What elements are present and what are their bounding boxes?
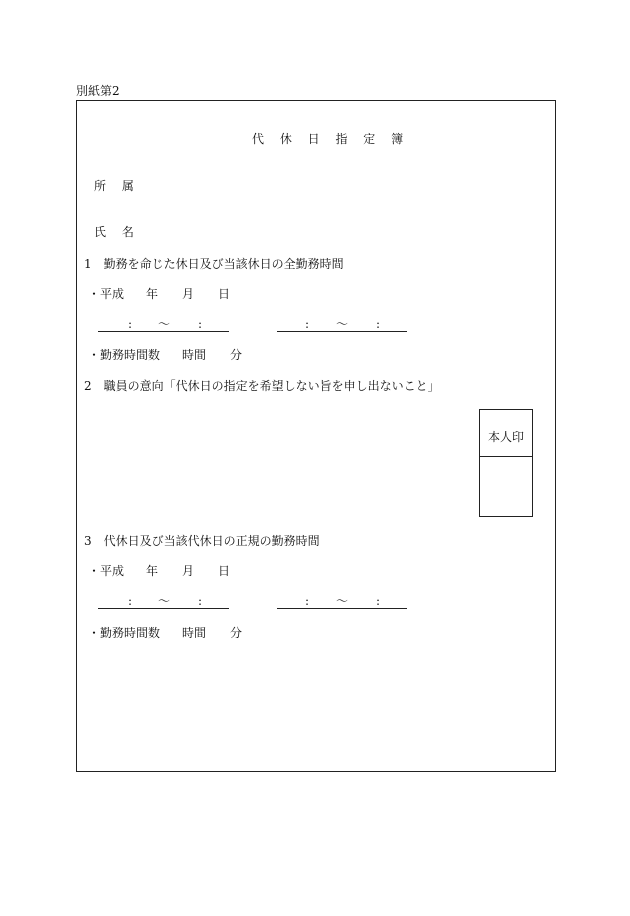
section3-time-range-1-colon-a: :: [128, 594, 133, 608]
section3-time-range-1-line[interactable]: [98, 608, 229, 609]
section3-year-label: 年: [146, 564, 159, 578]
name-label: 氏 名: [94, 225, 134, 239]
section3-time-range-2-colon-b: :: [376, 594, 381, 608]
section1-time-range-2-colon-b: :: [376, 317, 381, 331]
section3-time-range-2-line[interactable]: [277, 608, 407, 609]
section1-time-range-1-colon-a: :: [128, 317, 133, 331]
personal-seal-box[interactable]: [479, 409, 533, 517]
section1-hours-unit: 時間: [182, 348, 207, 362]
section3-time-range-2-tilde: 〜: [336, 594, 349, 608]
section1-heading: 1 勤務を命じた休日及び当該休日の全勤務時間: [84, 257, 344, 271]
section1-year-label: 年: [146, 287, 159, 301]
form-title: 代 休 日 指 定 簿: [252, 132, 410, 146]
section1-hours-label: ・勤務時間数: [88, 348, 161, 362]
section1-time-range-2-line[interactable]: [277, 331, 407, 332]
section2-heading: 2 職員の意向「代休日の指定を希望しない旨を申し出ないこと」: [84, 379, 440, 393]
section1-time-range-1-line[interactable]: [98, 331, 229, 332]
section1-time-range-2-colon-a: :: [305, 317, 310, 331]
section1-time-range-1-colon-b: :: [198, 317, 203, 331]
section3-day-label: 日: [218, 564, 231, 578]
section3-hours-unit: 時間: [182, 626, 207, 640]
section3-minutes-unit: 分: [230, 626, 243, 640]
section3-date-prefix: ・平成: [88, 564, 125, 578]
section3-time-range-2-colon-a: :: [305, 594, 310, 608]
section1-day-label: 日: [218, 287, 231, 301]
section1-minutes-unit: 分: [230, 348, 243, 362]
section3-hours-label: ・勤務時間数: [88, 626, 161, 640]
section3-month-label: 月: [182, 564, 195, 578]
section3-time-range-1-colon-b: :: [198, 594, 203, 608]
attachment-label: 別紙第2: [76, 84, 120, 98]
section3-time-range-1-tilde: 〜: [158, 594, 171, 608]
section1-time-range-1-tilde: 〜: [158, 317, 171, 331]
section1-month-label: 月: [182, 287, 195, 301]
section1-date-prefix: ・平成: [88, 287, 125, 301]
section1-time-range-2-tilde: 〜: [336, 317, 349, 331]
section3-heading: 3 代休日及び当該代休日の正規の勤務時間: [84, 534, 320, 548]
affiliation-label: 所 属: [94, 179, 134, 193]
seal-divider: [480, 456, 532, 457]
personal-seal-label: 本人印: [487, 430, 524, 444]
